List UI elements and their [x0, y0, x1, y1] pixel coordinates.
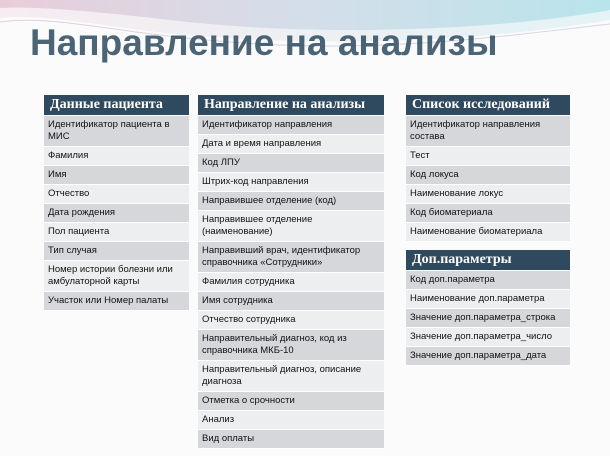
referral-header: Направление на анализы: [198, 95, 384, 115]
list-item: Направительный диагноз, код из справочника МКБ-10: [198, 330, 384, 361]
list-item: Идентификатор пациента в МИС: [44, 116, 189, 147]
list-item: Идентификатор направления состава: [406, 116, 570, 147]
list-item: Наименование локус: [406, 185, 570, 204]
patient-data-panel: [44, 95, 189, 311]
list-item: Номер истории болезни или амбулаторной карты: [44, 261, 189, 292]
list-item: Отчество сотрудника: [198, 311, 384, 330]
list-item: Анализ: [198, 411, 384, 430]
list-item: Код биоматериала: [406, 204, 570, 223]
extra-params-panel: [406, 250, 570, 366]
list-item: Код доп.параметра: [406, 271, 570, 290]
list-item: Имя: [44, 166, 189, 185]
studies-panel: [406, 95, 570, 242]
list-item: Значение доп.параметра_строка: [406, 309, 570, 328]
list-item: Значение доп.параметра_число: [406, 328, 570, 347]
studies-header: Список исследований: [406, 95, 570, 115]
list-item: Фамилия сотрудника: [198, 273, 384, 292]
list-item: Наименование доп.параметра: [406, 290, 570, 309]
list-item: Пол пациента: [44, 223, 189, 242]
list-item: Имя сотрудника: [198, 292, 384, 311]
list-item: Штрих-код направления: [198, 173, 384, 192]
list-item: Фамилия: [44, 147, 189, 166]
list-item: Направившее отделение (код): [198, 192, 384, 211]
list-item: Участок или Номер палаты: [44, 292, 189, 311]
list-item: Тип случая: [44, 242, 189, 261]
list-item: Дата рождения: [44, 204, 189, 223]
list-item: Наименование биоматериала: [406, 223, 570, 242]
list-item: Код ЛПУ: [198, 154, 384, 173]
extra-params-header: Доп.параметры: [406, 250, 570, 270]
list-item: Направительный диагноз, описание диагноза: [198, 361, 384, 392]
list-item: Отметка о срочности: [198, 392, 384, 411]
list-item: Дата и время направления: [198, 135, 384, 154]
list-item: Отчество: [44, 185, 189, 204]
list-item: Направивший врач, идентификатор справочника «Сотрудники»: [198, 242, 384, 273]
patient-data-header: Данные пациента: [44, 95, 189, 115]
list-item: Вид оплаты: [198, 430, 384, 449]
list-item: Значение доп.параметра_дата: [406, 347, 570, 366]
list-item: Идентификатор направления: [198, 116, 384, 135]
page-title: Направление на анализы: [30, 22, 498, 63]
list-item: Код локуса: [406, 166, 570, 185]
list-item: Направившее отделение (наименование): [198, 211, 384, 242]
list-item: Тест: [406, 147, 570, 166]
referral-panel: [198, 95, 384, 449]
